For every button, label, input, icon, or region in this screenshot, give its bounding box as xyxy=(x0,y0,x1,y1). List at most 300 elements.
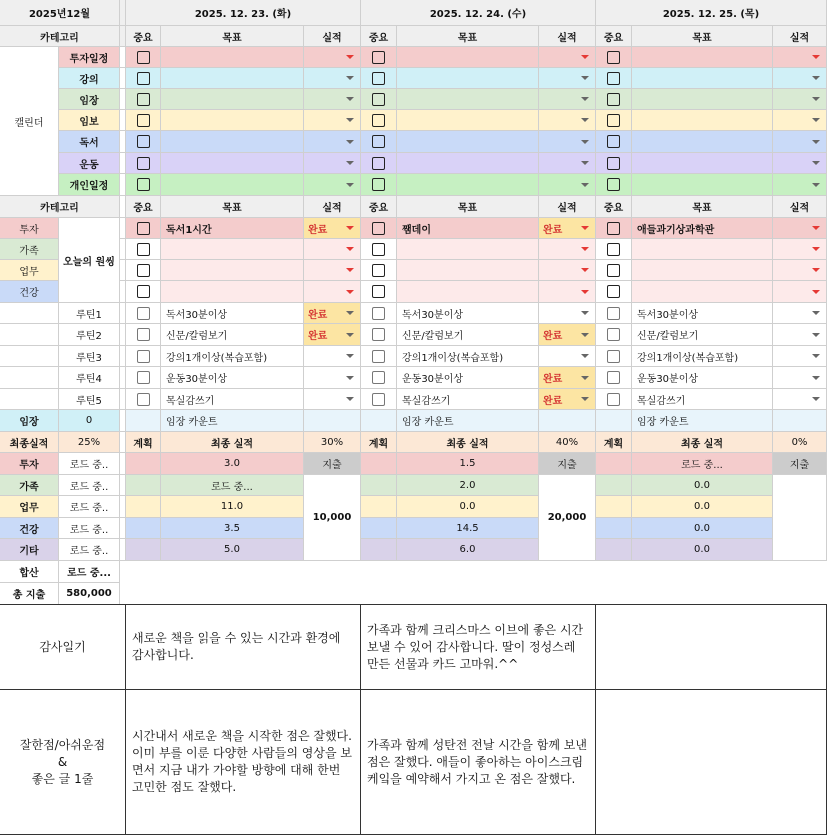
finance-cat-total: 로드 중.. xyxy=(59,475,120,496)
result-dropdown[interactable] xyxy=(773,239,827,260)
importance-cell[interactable] xyxy=(361,89,397,110)
chevron-down-icon[interactable] xyxy=(812,268,820,272)
result-dropdown[interactable] xyxy=(304,110,361,131)
checkbox[interactable] xyxy=(372,285,385,298)
onething-goal[interactable] xyxy=(632,239,773,260)
chevron-down-icon[interactable] xyxy=(346,333,354,337)
result-dropdown[interactable] xyxy=(304,281,361,303)
result-dropdown[interactable] xyxy=(539,239,596,260)
chevron-down-icon[interactable] xyxy=(346,376,354,380)
chevron-down-icon[interactable] xyxy=(812,354,820,358)
dropdown-value xyxy=(777,110,810,130)
chevron-down-icon[interactable] xyxy=(812,311,820,315)
routine-result[interactable] xyxy=(773,389,827,410)
checkbox[interactable] xyxy=(372,178,385,191)
importance-cell[interactable] xyxy=(361,218,397,239)
finance-cat-total: 로드 중.. xyxy=(59,518,120,539)
chevron-down-icon[interactable] xyxy=(812,97,820,101)
finance-plan xyxy=(596,475,632,496)
checkbox[interactable] xyxy=(607,135,620,148)
col-result: 실적 xyxy=(304,26,361,47)
dropdown-value xyxy=(777,303,810,323)
result-dropdown[interactable] xyxy=(539,47,596,68)
routine-result[interactable] xyxy=(539,324,596,346)
routine-checkbox-cell[interactable] xyxy=(596,324,632,346)
finance-value: 로드 중... xyxy=(632,453,773,475)
chevron-down-icon[interactable] xyxy=(581,97,589,101)
chevron-down-icon[interactable] xyxy=(581,161,589,165)
routine-checkbox-cell[interactable] xyxy=(361,346,397,367)
finance-category: 기타 xyxy=(0,539,59,561)
routine-checkbox-cell[interactable] xyxy=(361,367,397,389)
importance-cell[interactable] xyxy=(361,131,397,153)
onething-goal[interactable]: 독서1시간 xyxy=(161,218,304,239)
routine-blank xyxy=(0,303,59,324)
chevron-down-icon[interactable] xyxy=(812,118,820,122)
chevron-down-icon[interactable] xyxy=(346,55,354,59)
routine-label: 루틴2 xyxy=(59,324,120,346)
routine-result[interactable] xyxy=(773,346,827,367)
result-dropdown[interactable] xyxy=(304,89,361,110)
importance-cell[interactable] xyxy=(126,239,161,260)
routine-checkbox-cell[interactable] xyxy=(361,303,397,324)
onething-goal[interactable] xyxy=(397,281,539,303)
chevron-down-icon[interactable] xyxy=(346,397,354,401)
goal-cell[interactable] xyxy=(397,110,539,131)
finance-plan xyxy=(361,496,397,518)
checkbox[interactable] xyxy=(137,264,150,277)
result-dropdown[interactable] xyxy=(304,218,361,239)
importance-cell[interactable] xyxy=(361,110,397,131)
result-dropdown[interactable] xyxy=(539,68,596,89)
routine-result[interactable] xyxy=(773,367,827,389)
importance-cell[interactable] xyxy=(361,174,397,196)
result-dropdown[interactable] xyxy=(773,68,827,89)
finance-cat-total: 로드 중.. xyxy=(59,539,120,561)
importance-cell[interactable] xyxy=(596,218,632,239)
routine-checkbox-cell[interactable] xyxy=(361,324,397,346)
checkbox[interactable] xyxy=(137,393,150,406)
onething-label: 오늘의 원씽 xyxy=(59,218,120,303)
routine-result[interactable] xyxy=(539,346,596,367)
checkbox[interactable] xyxy=(137,243,150,256)
result-dropdown[interactable] xyxy=(773,110,827,131)
importance-cell[interactable] xyxy=(126,153,161,174)
chevron-down-icon[interactable] xyxy=(346,183,354,187)
importance-cell[interactable] xyxy=(361,153,397,174)
onething-goal[interactable] xyxy=(161,260,304,281)
day-header: 2025. 12. 25. (목) xyxy=(596,0,827,26)
finance-value: 0.0 xyxy=(632,475,773,496)
final-pct: 25% xyxy=(59,432,120,453)
routine-result[interactable] xyxy=(773,324,827,346)
expense-value: 10,000 xyxy=(304,475,361,561)
chevron-down-icon[interactable] xyxy=(812,333,820,337)
dropdown-value xyxy=(308,89,344,109)
finance-value: 0.0 xyxy=(632,518,773,539)
importance-cell[interactable] xyxy=(596,89,632,110)
onething-goal[interactable] xyxy=(397,260,539,281)
importance-cell[interactable] xyxy=(596,239,632,260)
routine-checkbox-cell[interactable] xyxy=(596,346,632,367)
day-header: 2025. 12. 23. (화) xyxy=(126,0,361,26)
result-dropdown[interactable] xyxy=(304,239,361,260)
checkbox[interactable] xyxy=(607,72,620,85)
checkbox[interactable] xyxy=(372,264,385,277)
checkbox[interactable] xyxy=(137,114,150,127)
importance-cell[interactable] xyxy=(596,110,632,131)
chevron-down-icon[interactable] xyxy=(812,76,820,80)
chevron-down-icon[interactable] xyxy=(346,118,354,122)
col-goal: 목표 xyxy=(161,196,304,218)
routine-item: 목실감쓰기 xyxy=(161,389,304,410)
checkbox[interactable] xyxy=(372,243,385,256)
goal-cell[interactable] xyxy=(632,131,773,153)
result-dropdown[interactable] xyxy=(773,47,827,68)
checkbox[interactable] xyxy=(372,393,385,406)
checkbox[interactable] xyxy=(137,350,150,363)
goal-cell[interactable] xyxy=(397,131,539,153)
good-label xyxy=(0,690,126,835)
dropdown-value xyxy=(777,89,810,109)
result-dropdown[interactable] xyxy=(773,131,827,153)
routine-result[interactable] xyxy=(539,303,596,324)
chevron-down-icon[interactable] xyxy=(581,226,589,230)
chevron-down-icon[interactable] xyxy=(346,97,354,101)
col-result: 실적 xyxy=(773,26,827,47)
onething-goal[interactable] xyxy=(632,281,773,303)
importance-cell[interactable] xyxy=(361,47,397,68)
chevron-down-icon[interactable] xyxy=(346,161,354,165)
col-result: 실적 xyxy=(773,196,827,218)
counter-blank xyxy=(361,410,397,432)
dropdown-value xyxy=(777,260,810,280)
result-dropdown[interactable] xyxy=(773,281,827,303)
onething-goal[interactable]: 쨈데이 xyxy=(397,218,539,239)
checkbox[interactable] xyxy=(372,93,385,106)
goal-cell[interactable] xyxy=(397,89,539,110)
calendar-category: 강의 xyxy=(59,68,120,89)
result-dropdown[interactable] xyxy=(304,131,361,153)
result-dropdown[interactable] xyxy=(539,110,596,131)
routine-result[interactable] xyxy=(539,367,596,389)
routine-label: 루틴3 xyxy=(59,346,120,367)
checkbox[interactable] xyxy=(137,93,150,106)
result-dropdown[interactable] xyxy=(304,260,361,281)
dropdown-value xyxy=(543,153,579,173)
goal-cell[interactable] xyxy=(161,47,304,68)
checkbox[interactable] xyxy=(607,307,620,320)
dropdown-value: 완료 xyxy=(308,331,328,342)
checkbox[interactable] xyxy=(607,243,620,256)
chevron-down-icon[interactable] xyxy=(812,140,820,144)
importance-cell[interactable] xyxy=(126,68,161,89)
importance-cell[interactable] xyxy=(361,239,397,260)
checkbox[interactable] xyxy=(607,264,620,277)
routine-checkbox-cell[interactable] xyxy=(126,303,161,324)
chevron-down-icon[interactable] xyxy=(346,247,354,251)
result-dropdown[interactable] xyxy=(539,218,596,239)
checkbox[interactable] xyxy=(372,371,385,384)
chevron-down-icon[interactable] xyxy=(346,268,354,272)
routine-item: 목실감쓰기 xyxy=(397,389,539,410)
importance-cell[interactable] xyxy=(596,68,632,89)
routine-result[interactable] xyxy=(539,389,596,410)
result-dropdown[interactable] xyxy=(773,89,827,110)
chevron-down-icon[interactable] xyxy=(346,140,354,144)
goal-cell[interactable] xyxy=(632,153,773,174)
routine-result[interactable] xyxy=(773,303,827,324)
onething-goal[interactable] xyxy=(161,239,304,260)
routine-checkbox-cell[interactable] xyxy=(126,346,161,367)
goal-cell[interactable] xyxy=(397,153,539,174)
finance-plan xyxy=(126,496,161,518)
finance-value: 0.0 xyxy=(632,496,773,518)
checkbox[interactable] xyxy=(137,51,150,64)
result-dropdown[interactable] xyxy=(773,260,827,281)
checkbox[interactable] xyxy=(137,135,150,148)
finance-value: 3.0 xyxy=(161,453,304,475)
col-goal: 목표 xyxy=(397,26,539,47)
goal-cell[interactable] xyxy=(397,174,539,196)
checkbox[interactable] xyxy=(607,93,620,106)
dropdown-value xyxy=(543,303,579,323)
routine-checkbox-cell[interactable] xyxy=(596,389,632,410)
chevron-down-icon[interactable] xyxy=(581,354,589,358)
chevron-down-icon[interactable] xyxy=(812,376,820,380)
checkbox[interactable] xyxy=(372,114,385,127)
finance-plan xyxy=(361,453,397,475)
routine-item: 신문/칼럼보기 xyxy=(632,324,773,346)
chevron-down-icon[interactable] xyxy=(812,183,820,187)
gratitude-label xyxy=(0,605,126,690)
goal-cell[interactable] xyxy=(161,174,304,196)
finance-plan xyxy=(126,475,161,496)
goal-cell[interactable] xyxy=(632,68,773,89)
chevron-down-icon[interactable] xyxy=(581,333,589,337)
chevron-down-icon[interactable] xyxy=(581,290,589,294)
checkbox[interactable] xyxy=(607,157,620,170)
checkbox[interactable] xyxy=(137,371,150,384)
importance-cell[interactable] xyxy=(126,47,161,68)
importance-cell[interactable] xyxy=(126,110,161,131)
importance-cell[interactable] xyxy=(361,260,397,281)
routine-checkbox-cell[interactable] xyxy=(596,367,632,389)
finance-plan xyxy=(596,453,632,475)
dropdown-value xyxy=(308,389,344,409)
importance-cell[interactable] xyxy=(596,153,632,174)
gratitude-entry xyxy=(361,605,596,690)
chevron-down-icon[interactable] xyxy=(346,290,354,294)
chevron-down-icon[interactable] xyxy=(346,226,354,230)
importance-cell[interactable] xyxy=(126,174,161,196)
chevron-down-icon[interactable] xyxy=(812,247,820,251)
goal-cell[interactable] xyxy=(632,174,773,196)
checkbox[interactable] xyxy=(372,157,385,170)
chevron-down-icon[interactable] xyxy=(812,397,820,401)
goal-cell[interactable] xyxy=(161,131,304,153)
goal-cell[interactable] xyxy=(397,68,539,89)
chevron-down-icon[interactable] xyxy=(581,376,589,380)
checkbox[interactable] xyxy=(372,72,385,85)
checkbox[interactable] xyxy=(607,393,620,406)
calendar-category: 독서 xyxy=(59,131,120,153)
checkbox[interactable] xyxy=(137,72,150,85)
finance-value: 1.5 xyxy=(397,453,539,475)
chevron-down-icon[interactable] xyxy=(581,311,589,315)
imjang-count: 0 xyxy=(59,410,120,432)
importance-cell[interactable] xyxy=(361,281,397,303)
checkbox[interactable] xyxy=(137,157,150,170)
finance-value: 11.0 xyxy=(161,496,304,518)
result-dropdown[interactable] xyxy=(539,89,596,110)
chevron-down-icon[interactable] xyxy=(812,161,820,165)
chevron-down-icon[interactable] xyxy=(581,140,589,144)
result-dropdown[interactable] xyxy=(304,68,361,89)
onething-goal[interactable] xyxy=(397,239,539,260)
importance-cell[interactable] xyxy=(126,281,161,303)
goal-cell[interactable] xyxy=(632,47,773,68)
result-dropdown[interactable] xyxy=(539,281,596,303)
dropdown-value xyxy=(543,68,579,88)
checkbox[interactable] xyxy=(137,307,150,320)
importance-cell[interactable] xyxy=(126,131,161,153)
onething-goal[interactable] xyxy=(632,260,773,281)
good-label-line: 좋은 글 1줄 xyxy=(31,771,94,786)
routine-checkbox-cell[interactable] xyxy=(361,389,397,410)
routine-checkbox-cell[interactable] xyxy=(126,324,161,346)
category-header: 카테고리 xyxy=(0,26,120,47)
final-result-label: 최종 실적 xyxy=(161,432,304,453)
result-dropdown[interactable] xyxy=(304,153,361,174)
chevron-down-icon[interactable] xyxy=(346,311,354,315)
result-dropdown[interactable] xyxy=(773,218,827,239)
checkbox[interactable] xyxy=(607,51,620,64)
importance-cell[interactable] xyxy=(596,260,632,281)
onething-goal[interactable] xyxy=(161,281,304,303)
finance-plan xyxy=(126,518,161,539)
result-dropdown[interactable] xyxy=(773,153,827,174)
checkbox[interactable] xyxy=(137,178,150,191)
onething-goal[interactable]: 애들과기상과학관 xyxy=(632,218,773,239)
counter-blank xyxy=(304,410,361,432)
chevron-down-icon[interactable] xyxy=(581,268,589,272)
day-pct: 0% xyxy=(773,432,827,453)
importance-cell[interactable] xyxy=(596,281,632,303)
checkbox[interactable] xyxy=(607,178,620,191)
importance-cell[interactable] xyxy=(596,174,632,196)
chevron-down-icon[interactable] xyxy=(812,55,820,59)
chevron-down-icon[interactable] xyxy=(581,247,589,251)
chevron-down-icon[interactable] xyxy=(581,55,589,59)
result-dropdown[interactable] xyxy=(539,260,596,281)
routine-checkbox-cell[interactable] xyxy=(126,367,161,389)
routine-item: 목실감쓰기 xyxy=(632,389,773,410)
result-dropdown[interactable] xyxy=(539,131,596,153)
chevron-down-icon[interactable] xyxy=(812,290,820,294)
goal-cell[interactable] xyxy=(161,89,304,110)
checkbox[interactable] xyxy=(372,51,385,64)
gratitude-label-text: 감사일기 xyxy=(39,639,86,654)
goal-cell[interactable] xyxy=(632,89,773,110)
dropdown-value xyxy=(308,346,344,366)
dropdown-value xyxy=(777,47,810,67)
routine-result[interactable] xyxy=(304,367,361,389)
gratitude-entry xyxy=(596,605,827,690)
result-dropdown[interactable] xyxy=(304,47,361,68)
finance-plan xyxy=(126,453,161,475)
checkbox[interactable] xyxy=(137,222,150,235)
good-entry xyxy=(126,690,361,835)
routine-blank xyxy=(0,389,59,410)
checkbox[interactable] xyxy=(372,350,385,363)
routine-checkbox-cell[interactable] xyxy=(126,389,161,410)
calendar-category: 투자일정 xyxy=(59,47,120,68)
result-dropdown[interactable] xyxy=(539,153,596,174)
goal-cell[interactable] xyxy=(161,153,304,174)
checkbox[interactable] xyxy=(137,285,150,298)
goal-cell[interactable] xyxy=(397,47,539,68)
checkbox[interactable] xyxy=(137,328,150,341)
chevron-down-icon[interactable] xyxy=(346,76,354,80)
importance-cell[interactable] xyxy=(126,218,161,239)
chevron-down-icon[interactable] xyxy=(581,397,589,401)
checkbox[interactable] xyxy=(372,328,385,341)
checkbox[interactable] xyxy=(372,307,385,320)
checkbox[interactable] xyxy=(607,222,620,235)
chevron-down-icon[interactable] xyxy=(346,354,354,358)
result-dropdown[interactable] xyxy=(304,174,361,196)
checkbox[interactable] xyxy=(372,222,385,235)
goal-cell[interactable] xyxy=(632,110,773,131)
routine-result[interactable] xyxy=(304,389,361,410)
routine-result[interactable] xyxy=(304,346,361,367)
col-goal: 목표 xyxy=(632,196,773,218)
routine-checkbox-cell[interactable] xyxy=(596,303,632,324)
chevron-down-icon[interactable] xyxy=(581,118,589,122)
dropdown-value xyxy=(308,68,344,88)
result-dropdown[interactable] xyxy=(539,174,596,196)
importance-cell[interactable] xyxy=(126,89,161,110)
finance-cat-total: 로드 중.. xyxy=(59,453,120,475)
routine-label: 루틴1 xyxy=(59,303,120,324)
dropdown-value: 완료 xyxy=(543,395,563,407)
importance-cell[interactable] xyxy=(361,68,397,89)
goal-cell[interactable] xyxy=(161,68,304,89)
routine-result[interactable] xyxy=(304,303,361,324)
result-dropdown[interactable] xyxy=(773,174,827,196)
checkbox[interactable] xyxy=(607,114,620,127)
checkbox[interactable] xyxy=(607,328,620,341)
finance-plan xyxy=(126,539,161,561)
importance-cell[interactable] xyxy=(596,47,632,68)
chevron-down-icon[interactable] xyxy=(581,183,589,187)
goal-cell[interactable] xyxy=(161,110,304,131)
checkbox[interactable] xyxy=(607,350,620,363)
chevron-down-icon[interactable] xyxy=(812,226,820,230)
chevron-down-icon[interactable] xyxy=(581,76,589,80)
col-result: 실적 xyxy=(539,26,596,47)
checkbox[interactable] xyxy=(372,135,385,148)
importance-cell[interactable] xyxy=(596,131,632,153)
importance-cell[interactable] xyxy=(126,260,161,281)
good-entry-text: 가족과 함께 성탄전 전날 시간을 함께 보낸 점은 잘했다. 애들이 좋아하는 아이스크림케잌을 예약해서 가지고 온 점은 잘했다. xyxy=(367,737,587,786)
checkbox[interactable] xyxy=(607,285,620,298)
total-expense-label: 총 지출 xyxy=(0,583,59,605)
checkbox[interactable] xyxy=(607,371,620,384)
good-entry-text: 시간내서 새로운 책을 시작한 점은 잘했다. 이미 부를 이룬 다양한 사람들의 영상을 보면서 지금 내가 가야할 방향에 대해 한번 고민한 점도 잘했다. xyxy=(132,729,352,794)
routine-result[interactable] xyxy=(304,324,361,346)
